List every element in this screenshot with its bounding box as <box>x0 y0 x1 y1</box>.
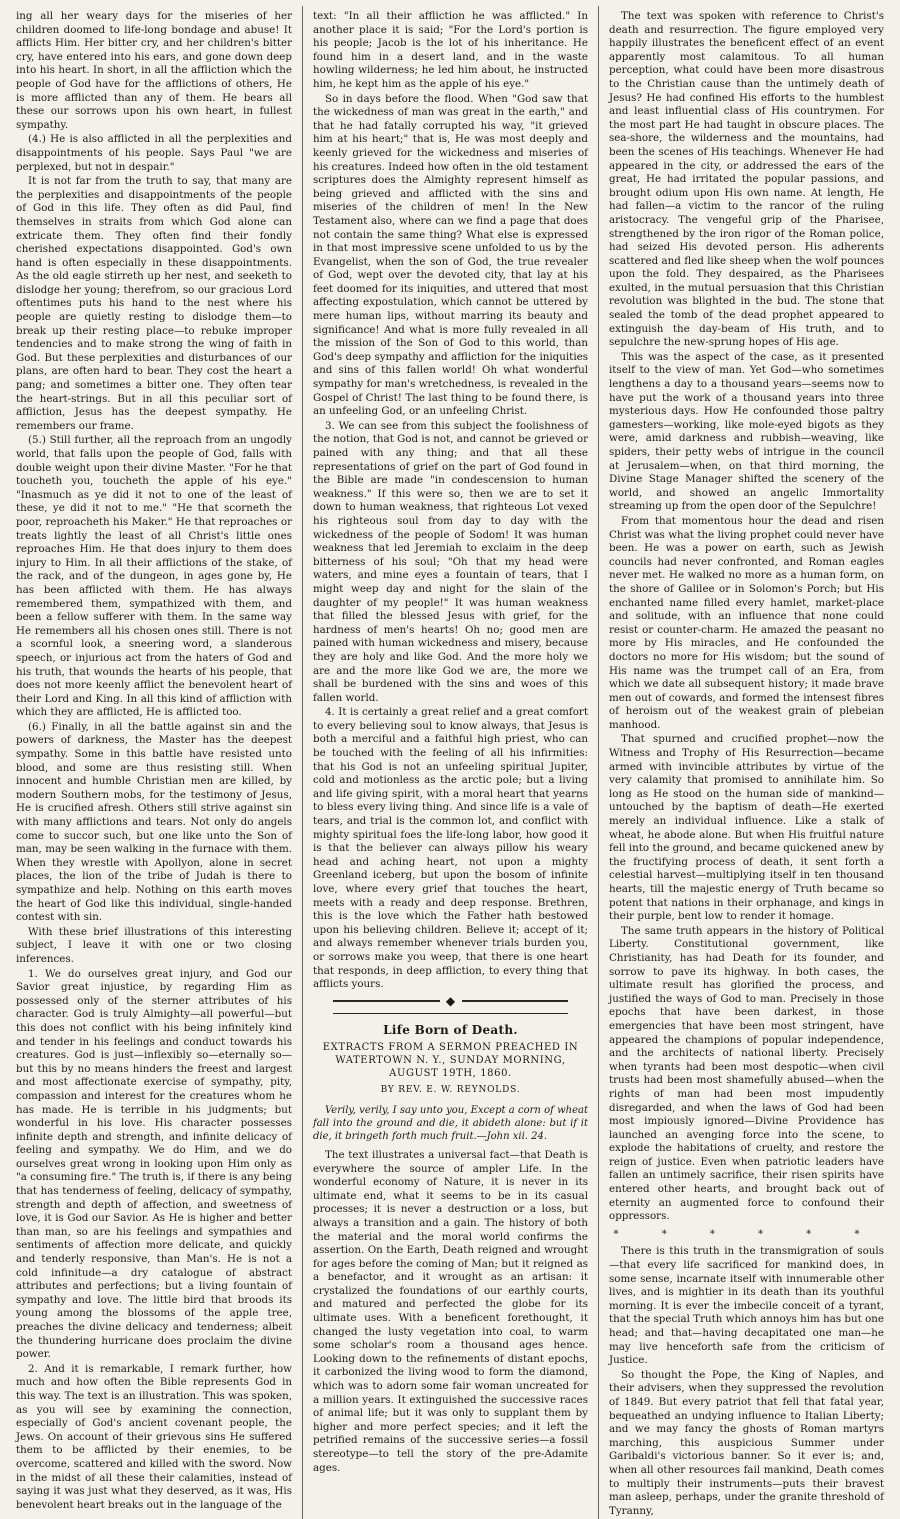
paragraph: So in days before the flood. When "God saw that the wickedness of man was great in the earth," and that he had fatally corrupted his way, "it grieved him at his heart;" that is, He was most deeply and keenly grieved for the wickedness and miseries of his creatures. Indeed how often in the old testament scriptures does the Almighty represent himself as being grieved and afflicted with the sins and miseries of the children of men! In the New Testament also, where can we find a page that does not contain the same thing? What else is expressed in that most impressive scene unfolded to us by the Evangelist, when the son of God, the true revealer of God, wept over the devoted city, that lay at his feet doomed for its iniquities, and uttered that most affecting expostulation, which cannot be uttered by mere human lips, without marring its beauty and significance! And what is more fully revealed in all the mission of the Son of God to this world, than God's deep sympathy and affliction for the iniquities and sins of this fallen world! Oh what wonderful sympathy for man's wretchedness, is revealed in the Gospel of Christ! The last thing to be found there, is an unfeeling God, or an unfeeling Christ. <box>313 92 588 418</box>
paragraph: That spurned and crucified prophet—now the Witness and Trophy of His Resurrection—became armed with invincible attributes by virtue of the very calamity that promised to annihilate him. So long as He stood on the human side of mankind—untouched by the baptism of death—He exerted merely an individual influence. Like a stalk of wheat, he abode alone. But when His fruitful nature fell into the ground, and became quickened anew by the fructifying process of death, it sent forth a celestial harvest—multiplying itself in ten thousand hearts, till the majestic energy of Truth became so potent that nations in their orphanage, and kings in their purple, bent low to render it homage. <box>609 733 884 923</box>
paragraph: text: "In all their affliction he was afflicted." In another place it is said; "For the Lord's portion is his people; Jacob is the lot of his inheritance. He found him in a desert land, and in the waste howling wilderness; he led him about, he instructed him, he kept him as the apple of his eye." <box>313 10 588 90</box>
paragraph: So thought the Pope, the King of Naples, and their advisers, when they suppressed the revolution of 1849. But every patriot that fell that fatal year, bequeathed an undying influence to Italian Liberty; and we may fancy the ghosts of Roman martyrs marching, this auspicious Summer under Garibaldi's victorious banner. So it ever is; and, when all other resources fail mankind, Death comes to multiply their instruments—puts their bravest man asleep, perhaps, under the granite threshold of Tyranny, <box>609 1368 884 1517</box>
article-divider <box>333 993 568 1014</box>
section-break-stars: * * * * * * <box>613 1228 880 1240</box>
paragraph: (5.) Still further, all the reproach from an ungodly world, that falls upon the people of God, falls with double weight upon their divine Master. "For he that toucheth you, toucheth the apple of his eye." "Inasmuch as ye did it not to one of the least of these, ye did it not to me." "He that scorneth the poor, reproacheth his Maker." He that reproaches or treats lightly the least of all Christ's little ones reproaches Him. He that does injury to them does injury to Him. In all their afflictions of the stake, of the rack, and of the dungeon, in ages gone by, He has been afflicted with them. He has always remembered them, sympathized with them, and been a fellow sufferer with them. In the same way He remembers all his chosen ones still. There is not a scornful look, a sneering word, a slanderous speech, or injurious act from the haters of God and his truth, that wounds the hearts of his people, that does not more keenly afflict the benevolent heart of their Lord and King. In all this kind of affliction with which they are afflicted, He is afflicted too. <box>16 434 292 719</box>
diamond-ornament-icon: ◆ <box>440 995 462 1007</box>
article-title: Life Born of Death. <box>383 1022 518 1037</box>
article-subtitle: EXTRACTS FROM A SERMON PREACHED IN WATERTOWN N. Y., SUNDAY MORNING, AUGUST 19TH, 1860. <box>322 1042 579 1080</box>
column-3 <box>598 6 894 1519</box>
paragraph: The same truth appears in the history of Political Liberty. Constitutional government, like Christianity, has had Death for its founder, and sorrow to pave its highway. In both cases, the ultimate result has glorified the process, and justified the ways of God to man. Precisely in those epochs that have been darkest, in those emergencies that have been most stringent, have appeared the champions of popular independence, and the architects of national liberty. Precisely when tyrants had been most despotic—when civil trusts had been most shamefully abused—when the rights of man had been most impudently disregarded, and when the laws of God had been most impiously ignored—Divine Providence has launched an avenging force into the scene, to explode the habitations of cruelty, and restore the reign of justice. Even when patriotic leaders have fallen an untimely sacrifice, their risen spirits have entered other hearts, and brought back out of eternity an augmented force to confound their oppressors. <box>609 924 884 1223</box>
paragraph: (6.) Finally, in all the battle against sin and the powers of darkness, the Master has the deepest sympathy. Some in this battle have resisted unto blood, and some are thus resisting still. When innocent and humble Christian men are killed, by modern Southern mobs, for the testimony of Jesus, He is crucified afresh. Others still strive against sin with many afflictions and tears. Not only do angels come to succor such, but one like unto the Son of man, may be seen walking in the furnace with them. When they wrestle with Apollyon, alone in secret places, the lion of the tribe of Judah is there to sympathize and help. Nothing on this earth moves the heart of God like this individual, single-handed contest with sin. <box>16 720 292 924</box>
column-2 <box>302 6 598 1519</box>
column-1 <box>6 6 302 1519</box>
paragraph: It is not far from the truth to say, that many are the perplexities and disappointments of the people of God in this life. They often as did Paul, find themselves in straits from which God alone can extricate them. They often find their fondly cherished expectations disappointed. God's own hand is often especially in these disappointments. As the old eagle stirreth up her nest, and seeketh to dislodge her young; therefrom, so our gracious Lord oftentimes puts his hand to the nest where his people are quietly resting to dislodge them—to break up their resting place—to rebuke improper tendencies and to make strong the wing of faith in God. But these perplexities and disturbances of our plans, are often hard to bear. They cost the heart a pang; and sometimes a bitter one. They often tear the heart-strings. But in all this peculiar sort of affliction, Jesus has the deepest sympathy. He remembers our frame. <box>16 175 292 432</box>
paragraph: With these brief illustrations of this interesting subject, I leave it with one or two closing inferences. <box>16 925 292 965</box>
paragraph: From that momentous hour the dead and risen Christ was what the living prophet could never have been. He was a power on earth, such as Jewish councils had never confronted, and Roman eagles never met. He walked no more as a human form, on the shore of Galilee or in Solomon's Porch; but His enchanted name filled every hamlet, market-place and solitude, with an influence that none could resist or counter-charm. He amazed the peasant no more by His miracles, and He confounded the doctors no more for His wisdom; but the sound of His name was the trumpet call of an Era, from which we date all subsequent history; it made brave men out of cowards, and formed the intensest fibres of heroism out of the weakest grain of plebeian manhood. <box>609 514 884 731</box>
paragraph: (4.) He is also afflicted in all the perplexities and disappointments of his people. Says Paul "we are perplexed, but not in despair." <box>16 133 292 173</box>
paragraph: 2. And it is remarkable, I remark further, how much and how often the Bible represents God in this way. The text is an illustration. This was spoken, as you will see by examining the connection, especially of God's ancient covenant people, the Jews. On account of their grievous sins He suffered them to be afflicted by their enemies, to be overcome, scattered and killed with the sword. Now in the midst of all these their calamities, instead of saying it was just what they deserved, as it was, His benevolent heart breaks out in the language of the <box>16 1362 292 1511</box>
article-epigraph: Verily, verily, I say unto you, Except a corn of wheat fall into the ground and die, it abideth alone: but if it die, it bringeth forth much fruit.—John xii. 24. <box>313 1104 588 1142</box>
paragraph: There is this truth in the transmigration of souls—that every life sacrificed for mankind does, in some sense, incarnate itself with innumerable other lives, and is mightier in its death than its youthful morning. It is ever the imbecile conceit of a tyrant, that the special Truth which annoys him has but one head; and that—having decapitated one man—he may live henceforth safe from the criticism of Justice. <box>609 1245 884 1367</box>
paragraph: ing all her weary days for the miseries of her children doomed to life-long bondage and abuse! It afflicts Him. Her bitter cry, and her children's bitter cry, have entered into his ears, and gone down deep into his heart. In short, in all the affliction which the people of God have for the afflictions of others, He is more afflicted than any of them. He bears all these our sorrows upon his own heart, in fullest sympathy. <box>16 10 292 131</box>
article-byline: BY REV. E. W. REYNOLDS. <box>380 1085 521 1096</box>
paragraph: 4. It is certainly a great relief and a great comfort to every believing soul to know always, that Jesus is both a merciful and a faithful high priest, who can be touched with the feeling of all his infirmities: that his God is not an unfeeling spiritual Jupiter, cold and motionless as the arctic pole; but a living and life giving spirit, with a moral heart that yearns to bless every living thing. And since life is a vale of tears, and trial is the common lot, and conflict with mighty spiritual foes the life-long labor, how good it is that the believer can always pillow his weary head and aching heart, not upon a mighty Greenland iceberg, but upon the bosom of infinite love, where every grief that touches the heart, meets with a ready and deep response. Brethren, this is the love which the Father hath bestowed upon his believing children. Believe it; accept of it; and always remember whenever trials burden you, or sorrows make you weep, that there is one heart that responds, in deep affliction, to every thing that afflicts yours. <box>313 706 588 991</box>
paragraph: The text was spoken with reference to Christ's death and resurrection. The figure employed very happily illustrates the beneficent effect of an event apparently most calamitous. To all human perception, what could have been more disastrous to the Christian cause than the untimely death of Jesus? He had confined His efforts to the humblest and least influential class of His countrymen. For the most part He had taught in obscure places. The sea-shore, the wilderness and the mountains, had been the scenes of His teachings. Whenever He had appeared in the city, or addressed the ears of the great, He had irritated the popular passions, and brought odium upon His own name. At length, He had fallen—a victim to the rancor of the ruling aristocracy. The vengeful grip of the Pharisee, strengthened by the iron rigor of the Roman police, had seized His devoted person. His adherents scattered and fled like sheep when the wolf pounces upon the fold. They despaired, as the Pharisees exulted, in the mutual persuasion that this Christian revolution was blighted in the bud. The stone that sealed the tomb of the dead prophet appeared to extinguish the day-beam of His truth, and to sepulchre the new-sprung hopes of His age. <box>609 10 884 349</box>
paragraph: 3. We can see from this subject the foolishness of the notion, that God is not, and cannot be grieved or pained with any thing; and that all these representations of grief on the part of God found in the Bible are made "in condescension to human weakness." If this were so, then we are to set it down to human weakness, that righteous Lot vexed his righteous soul from day to day with the wickedness of the people of Sodom! It was human weakness that led Jeremiah to exclaim in the deep bitterness of his soul; "Oh that my head were waters, and mine eyes a fountain of tears, that I might weep day and night for the slain of the daughter of my people!" It was human weakness that filled the blessed Jesus with grief, for the hardness of men's hearts! Oh no; good men are pained with human wickedness and misery, because they are holy and like God. And the more holy we are and the more like God we are, the more we shall be burdened with the sins and woes of this fallen world. <box>313 419 588 704</box>
paragraph: The text illustrates a universal fact—that Death is everywhere the source of ampler Life. In the wonderful economy of Nature, it is never in its ultimate end, what it seems to be in its casual processes; it is never a destruction or a loss, but always a transition and a gain. The history of both the material and the moral world confirms the assertion. On the Earth, Death reigned and wrought for ages before the coming of Man; but it reigned as a benefactor, and it wrought as an artisan: it crystalized the foundations of our earthly courts, and matured and perfected the globe for its ultimate uses. With a beneficent forethought, it changed the lusty vegetation into coal, to warm some scholar's room a thousand ages hence. Looking down to the refinements of distant epochs, it carbonized the living wood to form the diamond, which was to adorn some fair woman uncreated for a million years. It extinguished the successive races of animal life; but it was only to supplant them by higher and more perfect species; and it left the petrified remains of the successive series—a fossil stereotype—to tell the story of the pre-Adamite ages. <box>313 1148 588 1474</box>
paragraph: 1. We do ourselves great injury, and God our Savior great injustice, by regarding Him as possessed only of the sterner attributes of his character. God is truly Almighty—all powerful—but this does not conflict with his being infinitely kind and tender in his feelings and conduct towards his creatures. God is just—inflexibly so—eternally so—but this by no means hinders the freest and largest and most affectionate exercise of sympathy, pity, compassion and interest for the creatures whom he has made. He is terrible in his judgments; but wonderful in his love. His character possesses infinite depth and strength, and infinite delicacy of feeling and sympathy. We do Him, and we do ourselves great wrong in looking upon Him only as "a consuming fire." The truth is, if there is any being that has tenderness of feeling, delicacy of sympathy, strength and depth of affection, and sweetness of love, it is God our Savior. As He is higher and better than man, so are his feelings and sympathies and sentiments of affection more delicate, and quickly and tenderly responsive, than Man's. He is not a cold infinitude—a dry catalogue of abstract attributes and perfections; but a living fountain of sympathy and love. The little bird that broods its young among the blossoms of the apple tree, preaches the divine delicacy and tenderness; albeit the thundering hurricane does proclaim the divine power. <box>16 967 292 1361</box>
newspaper-page <box>6 6 894 1517</box>
paragraph: This was the aspect of the case, as it presented itself to the view of man. Yet God—who sometimes lengthens a day to a thousand years—seems now to have put the work of a thousand years into three mysterious days. How He confounded those paltry gamesters—working, like mole-eyed bigots as they were, amid darkness and rubbish—weaving, like spiders, their petty webs of intrigue in the council at Jerusalem—when, on that third morning, the Divine Stage Manager shifted the scenery of the world, and showed an angelic Immortality streaming up from the open door of the Sepulchre! <box>609 350 884 513</box>
